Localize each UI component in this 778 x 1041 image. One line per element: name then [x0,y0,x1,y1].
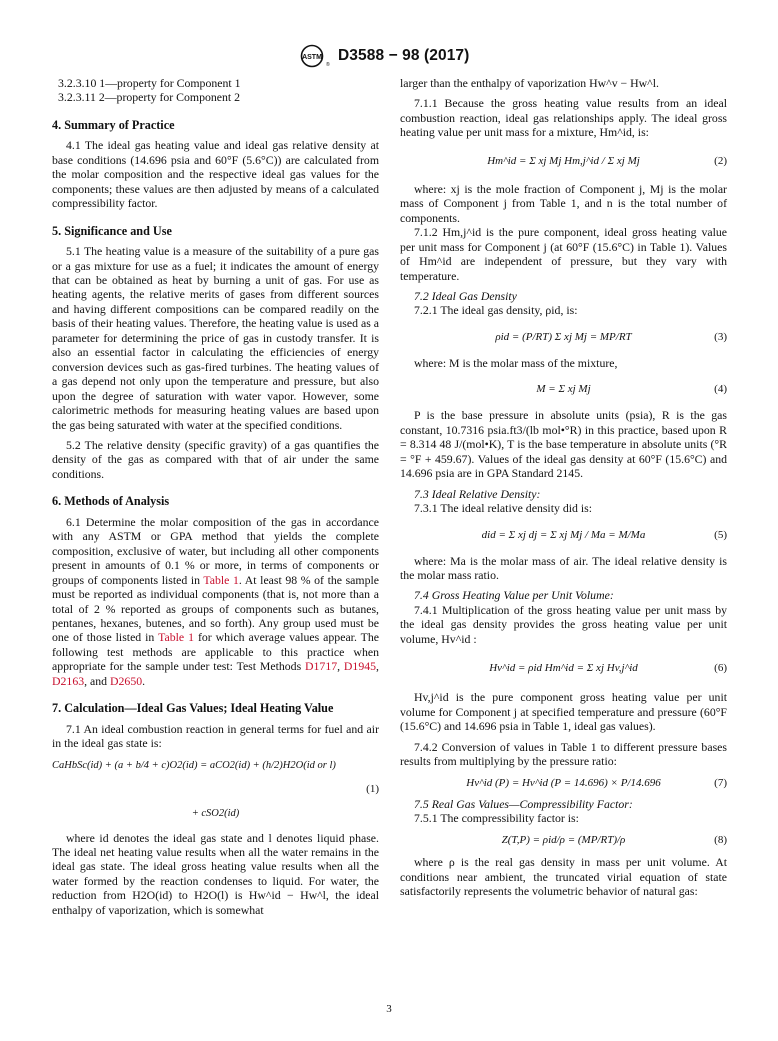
definition: 3.2.3.10 1—property for Component 1 [58,76,241,90]
paragraph: where ρ is the real gas density in mass per unit volume. At conditions near ambient, the truncated virial equation of state satisfactorily represents the volumetric behavior of natural gas: [400,855,727,899]
table-1-link[interactable]: Table 1 [158,630,194,645]
method-link[interactable]: D2163 [52,673,85,688]
page-header [0,44,778,70]
paragraph: 7.1 An ideal combustion reaction in general terms for fuel and air in the ideal gas state is: [52,721,379,751]
equation-4: M = Σ xj Mj (4) [536,383,727,396]
paragraph: 7.2.1 The ideal gas density, ρid, is: [414,303,578,318]
equation-3: ρid = (P/RT) Σ xj Mj = MP/RT (3) [495,330,727,343]
paragraph: 7.1.1 Because the gross heating value results from an ideal combustion reaction, ideal gas relationships apply. The ideal gross heating value per unit mass for a mixture, Hm^id, is: [400,96,727,140]
paragraph: where: xj is the mole fraction of Component j, Mj is the molar mass of Component j from Table 1, and n is the total number of components. [400,181,727,225]
paragraph: 5.1 The heating value is a measure of the suitability of a pure gas or a gas mixture for use as a fuel; it indicates the amount of energy that can be obtained as heat by burning a unit of gas. For use as heating agents, the relative merits of gases from different sources and having different compositions can be compared readily on the basis of their heating values. Therefore, the heating value is used as a parameter for determining the price of gas in custody transfer. It is also an essential factor in calculating the efficiencies of energy conversion devices such as gas-fired turbines. The heating values of a gas depend not only upon the temperature and pressure, but also upon the degree of saturation with water vapor. However, some calorimetric methods for measuring heating values are based upon the gas being saturated with water at the specified conditions. [52,244,379,432]
paragraph: larger than the enthalpy of vaporization Hw^v − Hw^l. [400,76,659,90]
svg-text:ASTM: ASTM [302,54,322,61]
svg-text:®: ® [326,62,330,68]
paragraph: 6.1 Determine the molar composition of the gas in accordance with any ASTM or GPA method that yields the complete composition, exclusive of water, but including all other components present in amounts of 0.1 % or more, in terms of components or groups of components listed in Table 1. At least 98 % of the sample must be reported as individual components (that is, not more than a total of 2 % reported as groups of components such as butanes, pentanes, hexanes, butenes, and so forth). Any group used must be one of those listed in Table 1 for which average values appear. The following test methods are applicable to this practice when appropriate for the sample under test: Test Methods D1717, D1945, D2163, and D2650. [52,514,379,688]
equation-2: Hm^id = Σ xj Mj Hm,j^id / Σ xj Mj (2) [487,154,727,167]
designation: D3588 − 98 (2017) [338,47,470,64]
method-link[interactable]: D1945 [343,659,377,674]
paragraph: P is the base pressure in absolute units (psia), R is the gas constant, 10.7316 psia.ft3/(lb mol•°R) in this practice, based upon R = 8.314 48 J/(mol•K), T is the base temperature in absolute units (°R = °F + 459.67). Values of the ideal gas density at 60°F (15.6°C) and 14.696 psia are in GPA Standard 2145. [400,408,727,481]
method-link[interactable]: D1717 [305,659,338,674]
paragraph: 7.1.2 Hm,j^id is the pure component, ideal gross heating value per unit mass for Component j (at 60°F (15.6°C) in Table 1). Values of Hm^id are independent of pressure, but they vary with temperature. [400,225,727,283]
paragraph: where: M is the molar mass of the mixture, [414,355,618,370]
right-column [400,76,727,899]
section-heading: 6. Methods of Analysis [52,494,170,509]
subsection-heading: 7.4 Gross Heating Value per Unit Volume: [414,588,614,603]
section-heading: 5. Significance and Use [52,223,172,238]
method-link[interactable]: D2650 [110,673,143,688]
paragraph: 4.1 The ideal gas heating value and ideal gas relative density at base conditions (14.696 psia and 60°F (5.6°C)) are calculated from the molar composition and the respective ideal gas values for the components; these values are then adjusted by means of a calculated compressibility factor. [52,138,379,211]
equation-7: Hv^id (P) = Hv^id (P = 14.696) × P/14.696 (7) [466,776,727,789]
paragraph: where: Ma is the molar mass of air. The ideal relative density is the molar mass ratio. [400,553,727,582]
equation-6: Hv^id = ρid Hm^id = Σ xj Hv,j^id (6) [489,662,727,675]
left-column [52,76,379,917]
paragraph: 7.4.2 Conversion of values in Table 1 to different pressure bases results from multiplying by the pressure ratio: [400,739,727,769]
section-heading: 4. Summary of Practice [52,117,175,132]
astm-logo-icon [300,44,330,68]
equation-1-number: (1) [366,782,379,795]
subsection-heading: 7.2 Ideal Gas Density [414,288,517,303]
definition: 3.2.3.11 2—property for Component 2 [58,90,241,105]
paragraph: 5.2 The relative density (specific gravity) of a gas quantifies the density of the gas as compared with that of air under the same conditions. [52,437,379,481]
paragraph: 7.3.1 The ideal relative density did is: [414,501,593,516]
subsection-heading: 7.5 Real Gas Values—Compressibility Factor: [414,796,633,811]
paragraph: 7.5.1 The compressibility factor is: [414,810,579,825]
paragraph: where id denotes the ideal gas state and l denotes liquid phase. The ideal net heating value results when all the water remains in the ideal gas state. The ideal gross heating value results when all the water formed by the reaction condenses to liquid. For water, the reduction from H2O(id) to H2O(l) is Hw^id − Hw^l, the ideal enthalpy of vaporization, which is somewhat [52,830,379,917]
equation-1: CaHbSc(id) + (a + b/4 + c)O2(id) = aCO2(id) + (h/2)H2O(id or l) [52,759,336,771]
paragraph: Hv,j^id is the pure component gross heating value per unit volume for Component j at specified temperature and pressure (60°F (15.6°C) and 14.696 psia in Table 1, ideal gas values). [400,690,727,734]
section-heading: 7. Calculation—Ideal Gas Values; Ideal Heating Value [52,701,334,716]
subsection-heading: 7.3 Ideal Relative Density: [414,486,541,501]
equation-5: did = Σ xj dj = Σ xj Mj / Ma = M/Ma (5) [481,528,727,541]
equation-1-continued: + cSO2(id) [191,807,240,819]
page-number: 3 [386,1003,392,1015]
table-1-link[interactable]: Table 1 [203,572,239,587]
equation-8: Z(T,P) = ρid/ρ = (MP/RT)/ρ (8) [501,834,727,847]
paragraph: 7.4.1 Multiplication of the gross heating value per unit mass by the ideal gas density provides the gross heating value per unit volume, Hv^id : [400,602,727,646]
